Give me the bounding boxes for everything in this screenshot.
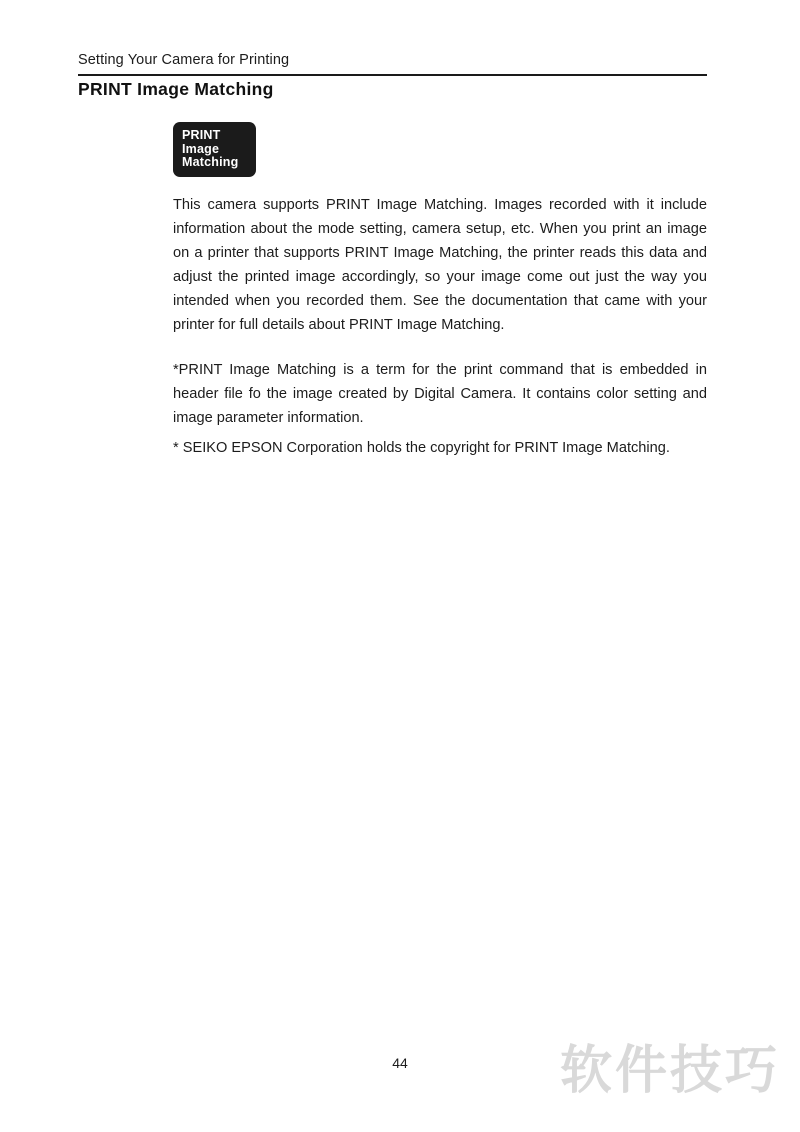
print-image-matching-logo [173, 122, 256, 177]
page-title: PRINT Image Matching [78, 79, 274, 99]
running-head: Setting Your Camera for Printing [78, 52, 290, 68]
logo-line-3: Matching [182, 155, 239, 169]
body-paragraph-3 [173, 436, 707, 460]
paragraph-text: * SEIKO EPSON Corporation holds the copyright for PRINT Image Matching. [173, 440, 670, 456]
body-paragraph-2 [173, 358, 707, 430]
page-number: 44 [392, 1055, 408, 1071]
watermark: 软件技巧 [560, 1041, 781, 1101]
header-divider [78, 74, 707, 76]
paragraph-text: *PRINT Image Matching is a term for the print command that is embedded in header file fo the image created by Digital Camera. It contains color setting and image parameter information. [173, 362, 707, 426]
logo-line-2: Image [182, 141, 220, 156]
logo-line-1: PRINT [182, 128, 221, 142]
paragraph-text: This camera supports PRINT Image Matching. Images recorded with it include information about the mode setting, camera setup, etc. When you print an image on a printer that supports PRINT Image Matching, the printer reads this data and adjust the printed image accordingly, so your image come out just the way you intended when you recorded them. See the documentation that came with your printer for full details about PRINT Image Matching. [173, 197, 707, 333]
body-paragraph-1 [173, 193, 707, 337]
